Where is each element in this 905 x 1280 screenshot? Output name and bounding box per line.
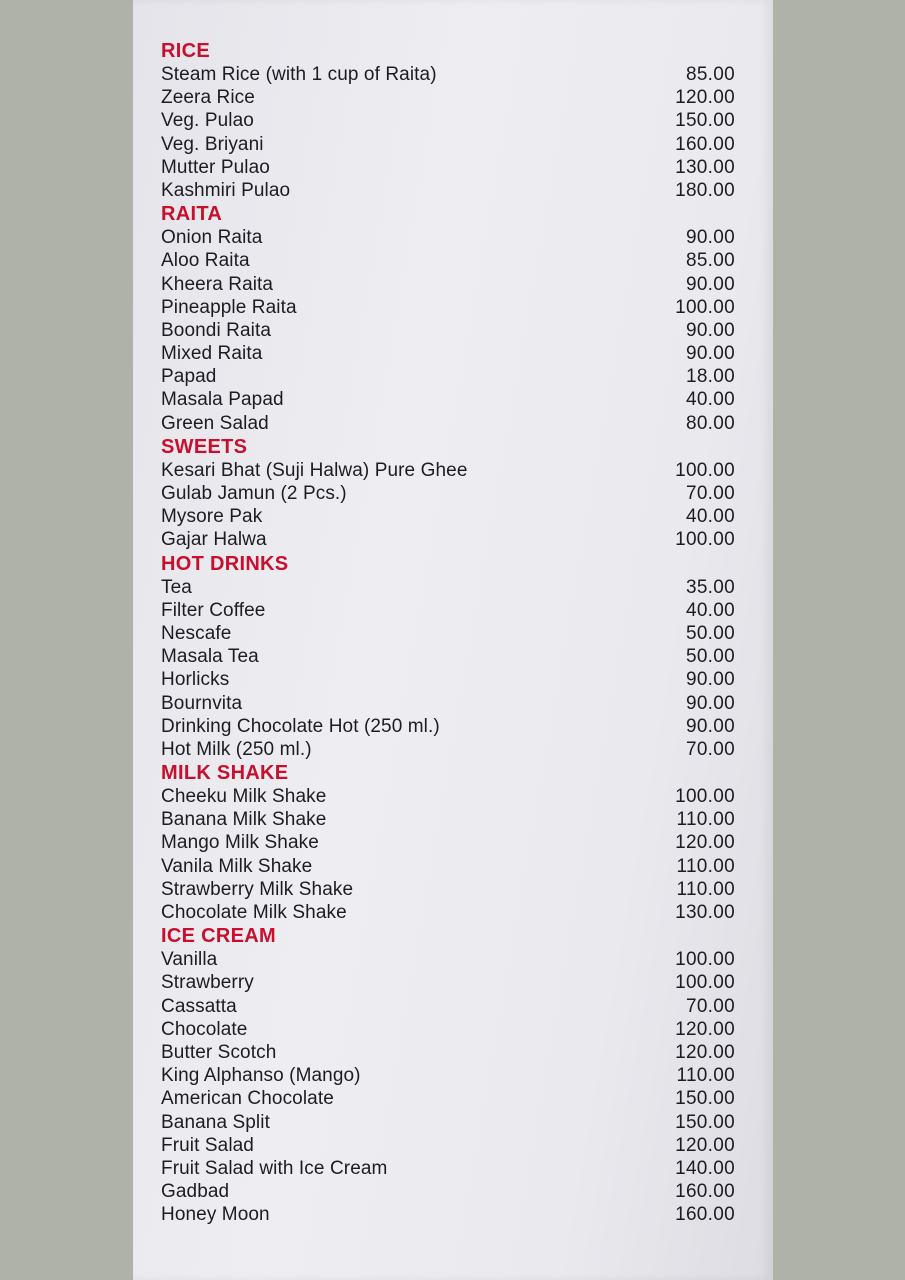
item-price: 90.00 [685,692,735,714]
item-name: Zeera Rice [161,87,255,109]
menu-item [161,388,735,411]
item-price: 85.00 [685,64,735,85]
item-name: Gulab Jamun (2 Pcs.) [161,483,347,504]
menu-item [161,365,735,388]
menu-item [161,855,735,878]
item-price: 90.00 [685,273,735,295]
menu-item [161,808,735,831]
menu-item [161,273,735,296]
item-price: 110.00 [676,809,735,831]
section-milk-shake [161,761,735,924]
menu-item [161,63,735,86]
menu-item [161,1018,735,1041]
item-name: Mysore Pak [161,506,263,528]
menu-item [161,668,735,691]
item-name: Papad [161,366,217,388]
item-name: Masala Papad [161,389,284,411]
menu-item [161,1087,735,1110]
menu-item [161,1111,735,1134]
menu-item [161,1180,735,1203]
menu-item [161,319,735,342]
menu-item [161,785,735,808]
menu-item [161,715,735,738]
item-price: 100.00 [675,949,735,971]
menu-item [161,482,735,505]
section-raita [161,202,735,435]
item-price: 70.00 [685,995,735,1017]
item-name: Gajar Halwa [161,529,267,551]
menu-item [161,296,735,319]
menu-item [161,342,735,365]
item-name: Filter Coffee [161,599,266,621]
item-name: Veg. Pulao [161,110,254,132]
item-name: Chocolate Milk Shake [161,902,347,923]
menu-item [161,971,735,994]
item-name: Horlicks [161,669,230,691]
item-name: Mutter Pulao [161,156,270,178]
item-price: 90.00 [685,715,735,737]
item-price: 150.00 [675,1111,735,1133]
item-price: 160.00 [675,1204,735,1226]
item-name: Steam Rice (with 1 cup of Raita) [161,64,437,85]
menu-item [161,249,735,272]
menu-item [161,179,735,202]
item-price: 150.00 [675,110,735,132]
section-title: HOT DRINKS [161,552,289,575]
item-name: Honey Moon [161,1204,270,1226]
item-name: Tea [161,576,192,598]
item-name: American Chocolate [161,1088,334,1110]
item-price: 85.00 [685,250,735,272]
item-name: Drinking Chocolate Hot (250 ml.) [161,715,440,737]
item-price: 18.00 [685,366,735,388]
item-name: Fruit Salad [161,1134,254,1156]
item-name: Strawberry Milk Shake [161,878,354,900]
item-price: 35.00 [685,576,735,598]
menu-item [161,878,735,901]
section-title: SWEETS [161,435,248,458]
item-name: Boondi Raita [161,319,271,341]
menu-item [161,412,735,435]
item-name: Veg. Briyani [161,133,264,155]
item-name: Banana Milk Shake [161,809,327,831]
item-price: 120.00 [675,87,735,109]
menu-item [161,738,735,761]
menu-item [161,901,735,924]
item-price: 130.00 [675,156,735,178]
item-price: 50.00 [685,622,735,644]
item-name: Green Salad [161,412,269,434]
item-price: 150.00 [675,1088,735,1110]
menu-item [161,622,735,645]
item-name: Butter Scotch [161,1041,277,1063]
menu-item [161,831,735,854]
item-name: Gadbad [161,1181,230,1203]
item-price: 120.00 [675,1041,735,1063]
item-name: Bournvita [161,692,243,714]
item-price: 40.00 [685,389,735,411]
item-price: 110.00 [676,1065,735,1087]
menu-item [161,133,735,156]
item-price: 70.00 [685,738,735,760]
item-name: Pineapple Raita [161,296,297,318]
section-title: RICE [161,40,210,62]
item-name: Mixed Raita [161,343,263,365]
menu-item [161,576,735,599]
item-name: Onion Raita [161,227,263,249]
item-name: Kesari Bhat (Suji Halwa) Pure Ghee [161,459,468,481]
menu-item [161,1157,735,1180]
menu-item [161,528,735,551]
item-name: Strawberry [161,972,254,994]
menu-item [161,156,735,179]
menu-item [161,226,735,249]
menu-item [161,459,735,482]
item-price: 100.00 [675,972,735,994]
menu-item [161,505,735,528]
section-hot-drinks [161,552,735,762]
item-price: 130.00 [675,902,735,923]
item-price: 70.00 [685,483,735,504]
item-price: 40.00 [685,599,735,621]
section-title: ICE CREAM [161,925,276,948]
item-name: Mango Milk Shake [161,832,319,854]
item-name: Kheera Raita [161,273,274,295]
section-title: MILK SHAKE [161,762,289,785]
item-price: 100.00 [675,786,735,808]
item-name: Aloo Raita [161,250,250,272]
item-price: 100.00 [675,529,735,551]
item-name: Cheeku Milk Shake [161,786,327,808]
item-price: 40.00 [685,506,735,528]
menu-item [161,645,735,668]
menu-item [161,692,735,715]
menu-item [161,995,735,1018]
menu-item [161,1203,735,1226]
item-name: Banana Split [161,1111,270,1133]
item-price: 110.00 [676,855,735,877]
item-price: 110.00 [676,878,735,900]
menu-item [161,599,735,622]
item-name: Vanila Milk Shake [161,855,313,877]
item-name: Masala Tea [161,646,259,668]
menu-item [161,948,735,971]
item-price: 90.00 [685,669,735,691]
section-rice [161,39,735,202]
item-name: Cassatta [161,995,237,1017]
section-title: RAITA [161,203,223,226]
item-price: 90.00 [685,319,735,341]
section-sweets [161,435,735,552]
item-price: 50.00 [685,646,735,668]
item-price: 100.00 [675,459,735,481]
menu-item [161,1064,735,1087]
item-price: 120.00 [675,1018,735,1040]
item-price: 90.00 [685,227,735,249]
item-price: 80.00 [685,412,735,434]
menu-item [161,1134,735,1157]
item-name: Fruit Salad with Ice Cream [161,1157,388,1179]
item-price: 140.00 [675,1157,735,1179]
item-name: Vanilla [161,949,218,971]
item-name: King Alphanso (Mango) [161,1065,361,1087]
item-price: 90.00 [685,343,735,365]
item-price: 180.00 [675,179,735,201]
item-name: Kashmiri Pulao [161,179,291,201]
item-price: 160.00 [675,1181,735,1203]
item-price: 120.00 [675,832,735,854]
item-name: Hot Milk (250 ml.) [161,738,312,760]
menu-list [161,39,735,1226]
item-name: Chocolate [161,1018,248,1040]
menu-item [161,1041,735,1064]
item-name: Nescafe [161,622,232,644]
section-ice-cream [161,924,735,1226]
item-price: 160.00 [675,133,735,155]
menu-item [161,109,735,132]
item-price: 100.00 [675,296,735,318]
item-price: 120.00 [675,1134,735,1156]
menu-item [161,86,735,109]
